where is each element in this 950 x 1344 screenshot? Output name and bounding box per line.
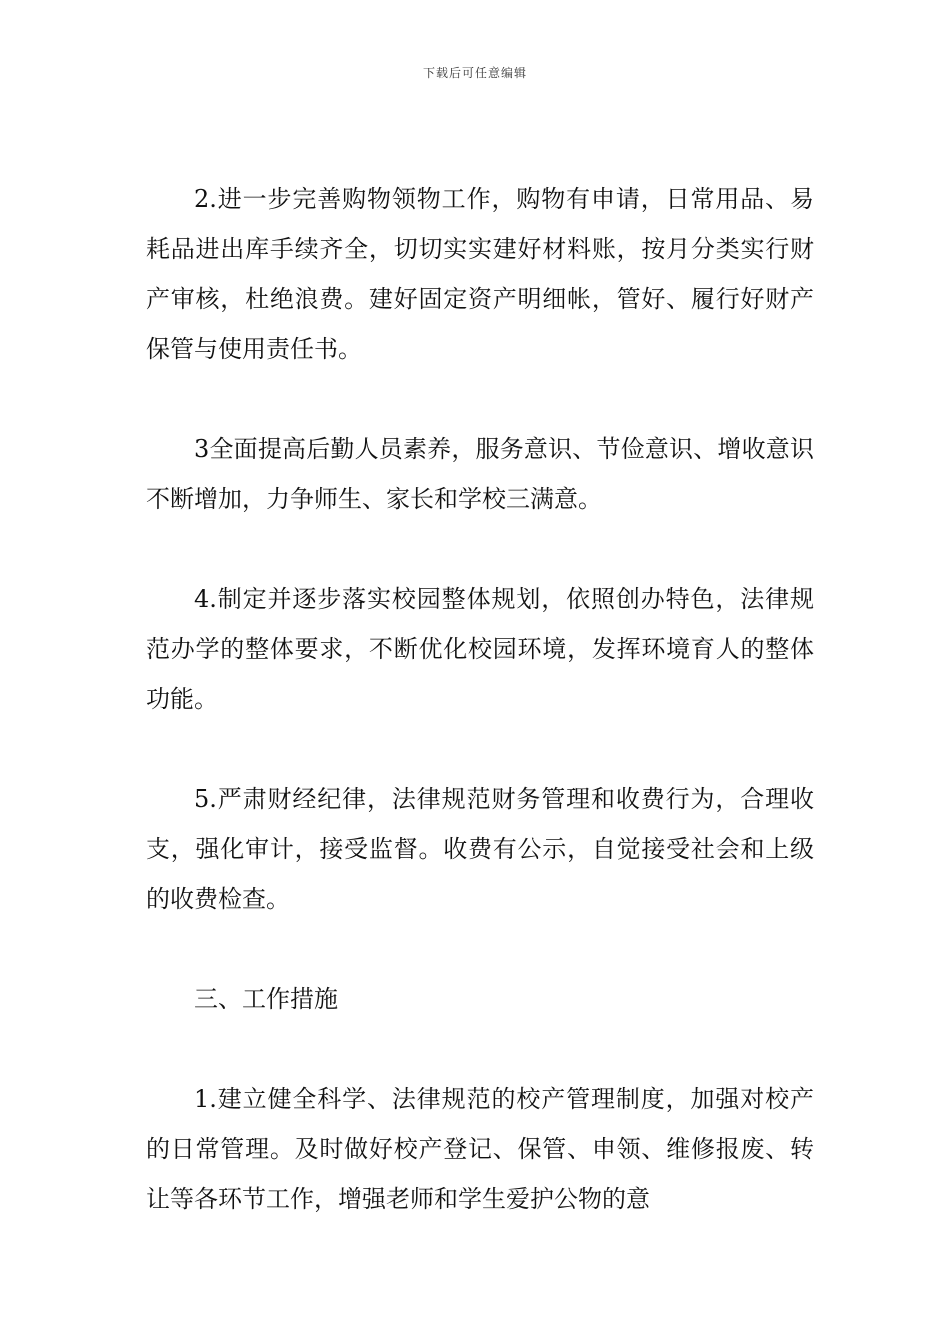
paragraph-asset-management: 1.建立健全科学、法律规范的校产管理制度，加强对校产的日常管理。及时做好校产登记、保管、申领、维修报废、转让等各环节工作，增强老师和学生爱护公物的意 [146, 1085, 814, 1213]
paragraph-campus-planning: 4.制定并逐步落实校园整体规划，依照创办特色，法律规范办学的整体要求，不断优化校园环境，发挥环境育人的整体功能。 [146, 585, 814, 713]
paragraph-finance-discipline: 5.严肃财经纪律，法律规范财务管理和收费行为，合理收支，强化审计，接受监督。收费有公示，自觉接受社会和上级的收费检查。 [146, 785, 814, 913]
paragraph-staff-quality: 3全面提高后勤人员素养，服务意识、节俭意识、增收意识不断增加，力争师生、家长和学校三满意。 [146, 435, 814, 513]
paragraph-purchasing: 2.进一步完善购物领物工作，购物有申请，日常用品、易耗品进出库手续齐全，切切实实建好材料账，按月分类实行财产审核，杜绝浪费。建好固定资产明细帐，管好、履行好财产保管与使用责任书。 [146, 185, 814, 363]
header-note: 下载后可任意编辑 [422, 66, 527, 80]
section-heading-measures: 三、工作措施 [194, 985, 338, 1013]
